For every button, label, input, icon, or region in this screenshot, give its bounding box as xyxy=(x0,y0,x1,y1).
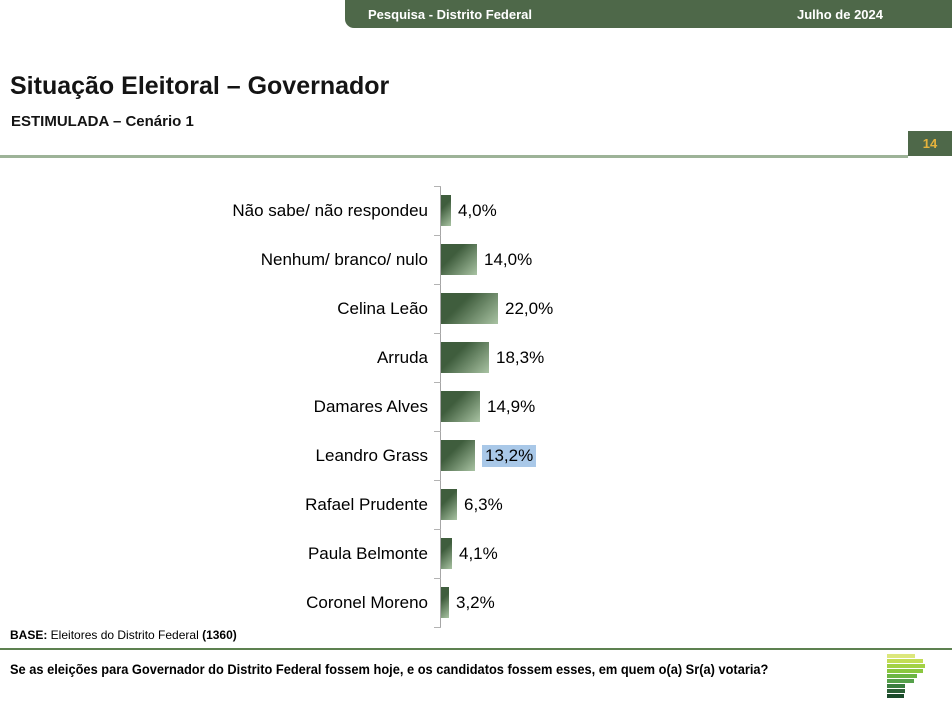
bar-chart xyxy=(0,186,952,628)
value-label: 18,3% xyxy=(496,347,545,367)
value-label: 22,0% xyxy=(505,298,554,318)
category-label: Nenhum/ branco/ nulo xyxy=(260,249,428,269)
bar xyxy=(441,391,480,422)
bar xyxy=(441,538,452,569)
category-label: Celina Leão xyxy=(337,298,428,318)
chart-row xyxy=(0,333,952,382)
axis-tick xyxy=(434,382,441,383)
page-title: Situação Eleitoral – Governador xyxy=(10,72,390,100)
value-label-highlighted: 13,2% xyxy=(482,445,536,467)
axis-tick xyxy=(434,529,441,530)
footer-rule xyxy=(0,648,952,650)
logo-bar xyxy=(887,654,915,658)
chart-row xyxy=(0,235,952,284)
category-label: Não sabe/ não respondeu xyxy=(232,200,428,220)
value-label: 4,0% xyxy=(458,200,497,220)
axis-tick xyxy=(434,284,441,285)
axis-tick xyxy=(434,186,441,187)
axis-tick xyxy=(434,235,441,236)
logo-bar xyxy=(887,679,914,683)
value-label: 3,2% xyxy=(456,592,495,612)
chart-row xyxy=(0,431,952,480)
chart-row xyxy=(0,529,952,578)
bar xyxy=(441,293,498,324)
chart-axis xyxy=(440,186,441,628)
chart-row xyxy=(0,578,952,627)
value-label: 14,0% xyxy=(484,249,533,269)
chart-row xyxy=(0,480,952,529)
bar xyxy=(441,342,489,373)
category-label: Rafael Prudente xyxy=(305,494,428,514)
value-label: 14,9% xyxy=(487,396,536,416)
base-text: Eleitores do Distrito Federal xyxy=(47,628,203,642)
parana-pesquisas-logo xyxy=(887,654,925,699)
chart-rows xyxy=(0,186,952,627)
survey-question: Se as eleições para Governador do Distrito Federal fossem hoje, e os candidatos fossem esses, em quem o(a) Sr(a) votaria? xyxy=(10,662,769,677)
bar xyxy=(441,244,477,275)
header-date-label: Julho de 2024 xyxy=(797,6,883,22)
logo-bar xyxy=(887,684,905,688)
bar xyxy=(441,195,451,226)
base-prefix: BASE: xyxy=(10,628,48,642)
title-rule xyxy=(0,155,908,158)
category-label: Arruda xyxy=(376,347,428,367)
category-label: Leandro Grass xyxy=(315,445,428,465)
base-count: (1360) xyxy=(202,628,237,642)
logo-bar xyxy=(887,664,925,668)
logo-bar xyxy=(887,689,905,693)
axis-tick xyxy=(434,480,441,481)
value-label: 6,3% xyxy=(464,494,503,514)
category-label: Paula Belmonte xyxy=(307,543,428,563)
logo-bar xyxy=(887,659,923,663)
bar xyxy=(441,440,475,471)
axis-tick xyxy=(434,431,441,432)
chart-row xyxy=(0,382,952,431)
chart-row xyxy=(0,186,952,235)
chart-row xyxy=(0,284,952,333)
axis-tick xyxy=(434,627,441,628)
axis-tick xyxy=(434,333,441,334)
header-bar xyxy=(345,0,952,28)
bar xyxy=(441,587,449,618)
axis-tick xyxy=(434,578,441,579)
page-subtitle: ESTIMULADA – Cenário 1 xyxy=(11,113,194,130)
header-left-label: Pesquisa - Distrito Federal xyxy=(368,6,532,22)
logo-bar xyxy=(887,694,904,698)
logo-bar xyxy=(887,674,917,678)
base-note xyxy=(10,628,237,642)
category-label: Coronel Moreno xyxy=(306,592,428,612)
page-number-badge: 14 xyxy=(908,131,952,156)
value-label: 4,1% xyxy=(459,543,498,563)
category-label: Damares Alves xyxy=(313,396,428,416)
logo-bar xyxy=(887,669,923,673)
bar xyxy=(441,489,457,520)
